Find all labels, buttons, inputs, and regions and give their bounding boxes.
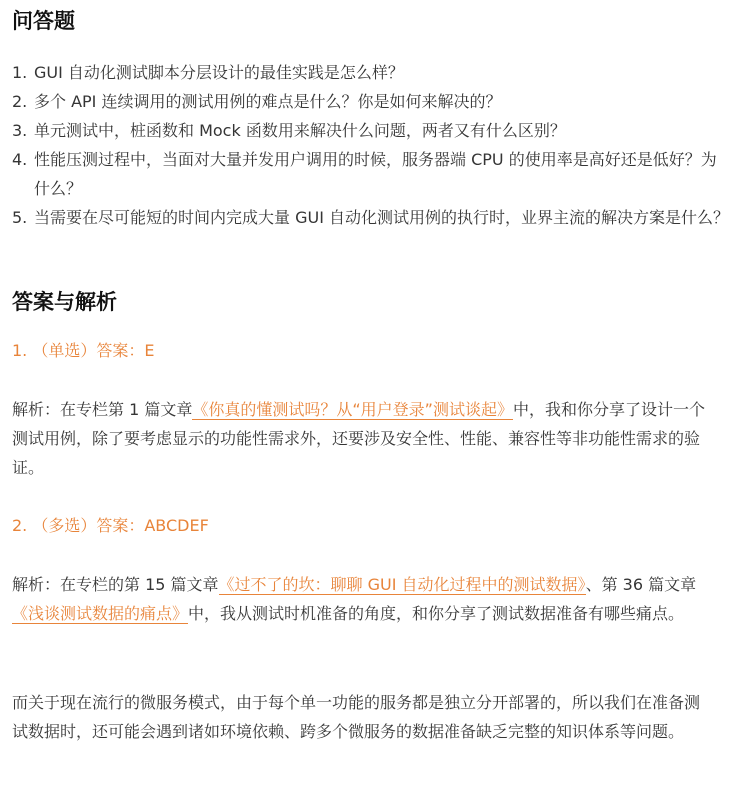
- article-link[interactable]: 《浅谈测试数据的痛点》: [12, 604, 189, 623]
- question-item: [12, 58, 730, 87]
- analysis-text: 中，我和你分享了设计一个测试用例，除了要考虑显示的功能性需求外，还要涉及安全性、性能、兼容性等非功能性需求的验证。: [12, 400, 705, 477]
- analysis-text: 解析：在专栏第 1 篇文章: [12, 400, 193, 419]
- answer-2-analysis: [12, 570, 712, 628]
- answer-2-heading: 2. （多选）答案：ABCDEF: [12, 516, 209, 535]
- answer-2-extra-paragraph: 而关于现在流行的微服务模式，由于每个单一功能的服务都是独立分开部署的，所以我们在准备测试数据时，还可能会遇到诸如环境依赖、跨多个微服务的数据准备缺乏完整的知识体系等问题。: [12, 693, 701, 741]
- question-number: 5.: [12, 208, 28, 227]
- analysis-text: 、第 36 篇文章: [585, 575, 697, 594]
- question-text: 性能压测过程中，当面对大量并发用户调用的时候，服务器端 CPU 的使用率是高好还是低好？为什么？: [34, 150, 717, 198]
- question-text: 当需要在尽可能短的时间内完成大量 GUI 自动化测试用例的执行时，业界主流的解决方案是什么？: [34, 208, 730, 227]
- question-item: [12, 203, 730, 232]
- question-text: GUI 自动化测试脚本分层设计的最佳实践是怎么样？: [34, 63, 404, 82]
- question-item: [12, 116, 730, 145]
- question-number: 2.: [12, 92, 28, 111]
- question-item: [12, 145, 730, 203]
- question-text: 多个 API 连续调用的测试用例的难点是什么？你是如何来解决的？: [34, 92, 502, 111]
- question-number: 3.: [12, 121, 28, 140]
- question-list: [12, 58, 730, 232]
- question-number: 1.: [12, 63, 28, 82]
- question-number: 4.: [12, 150, 28, 169]
- answer-1-analysis: [12, 395, 712, 482]
- analysis-text: 中，我从测试时机准备的角度，和你分享了测试数据准备有哪些痛点。: [188, 604, 685, 623]
- answer-1-heading: 1. （单选）答案：E: [12, 341, 155, 360]
- article-link[interactable]: 《过不了的坎：聊聊 GUI 自动化过程中的测试数据》: [218, 575, 586, 594]
- article-link[interactable]: 《你真的懂测试吗？从“用户登录”测试谈起》: [192, 400, 513, 419]
- question-item: [12, 87, 730, 116]
- question-text: 单元测试中，桩函数和 Mock 函数用来解决什么问题，两者又有什么区别？: [34, 121, 566, 140]
- analysis-text: 解析：在专栏的第 15 篇文章: [12, 575, 219, 594]
- questions-heading: 问答题: [12, 9, 75, 33]
- answers-heading: 答案与解析: [12, 290, 117, 314]
